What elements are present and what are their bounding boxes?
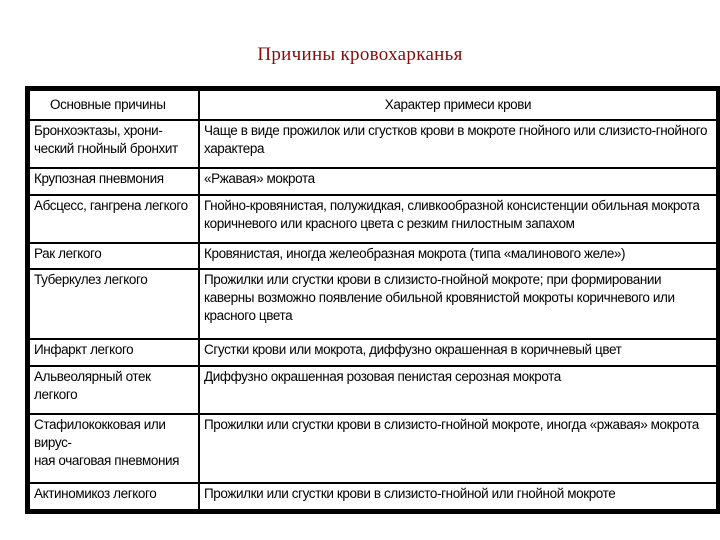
table-row [29,269,717,339]
cause-cell: Крупозная пневмония [29,168,199,194]
table-row [29,243,717,269]
table-row [29,339,717,365]
blood-character-cell: Диффузно окрашенная розовая пенистая серозная мокрота [199,366,717,414]
cause-cell: Рак легкого [29,243,199,269]
table-row [29,483,717,510]
table-row [29,168,717,194]
header-causes: Основные причины [29,90,199,120]
cause-cell: Стафилококковая или вирус- ная очаговая пневмония [29,414,199,484]
cause-cell: Туберкулез легкого [29,269,199,339]
cause-cell: Инфаркт легкого [29,339,199,365]
blood-character-cell: Прожилки или сгустки крови в слизисто-гнойной мокроте; при формировании каверны возможно появление обильной кровянистой мокроты коричневого или красного цвета [199,269,717,339]
table-row [29,195,717,243]
blood-character-cell: Чаще в виде прожилок или сгустков крови в мокроте гнойного или слизисто-гнойного характера [199,120,717,168]
cause-cell: Абсцесс, гангрена легкого [29,195,199,243]
table-header-row [29,90,717,120]
blood-character-cell: Гнойно-кровянистая, полужидкая, сливкообразной консистенции обильная мокрота коричневого или красного цвета с резким гнилостным запахом [199,195,717,243]
header-blood-character: Характер примеси крови [199,90,717,120]
table-row [29,366,717,414]
blood-character-cell: Прожилки или сгустки крови в слизисто-гнойной мокроте, иногда «ржавая» мокрота [199,414,717,484]
table-row [29,120,717,168]
cause-cell: Бронхоэктазы, хрони- ческий гнойный бронхит [29,120,199,168]
causes-table-container [25,86,720,514]
blood-character-cell: Сгустки крови или мокрота, диффузно окрашенная в коричневый цвет [199,339,717,365]
cause-cell: Альвеолярный отек легкого [29,366,199,414]
table-row [29,414,717,484]
blood-character-cell: Прожилки или сгустки крови в слизисто-гнойной или гнойной мокроте [199,483,717,510]
causes-table [28,89,718,511]
slide-title: Причины кровохарканья [257,44,463,65]
cause-cell: Актиномикоз легкого [29,483,199,510]
blood-character-cell: Кровянистая, иногда желеобразная мокрота (типа «малинового желе») [199,243,717,269]
blood-character-cell: «Ржавая» мокрота [199,168,717,194]
